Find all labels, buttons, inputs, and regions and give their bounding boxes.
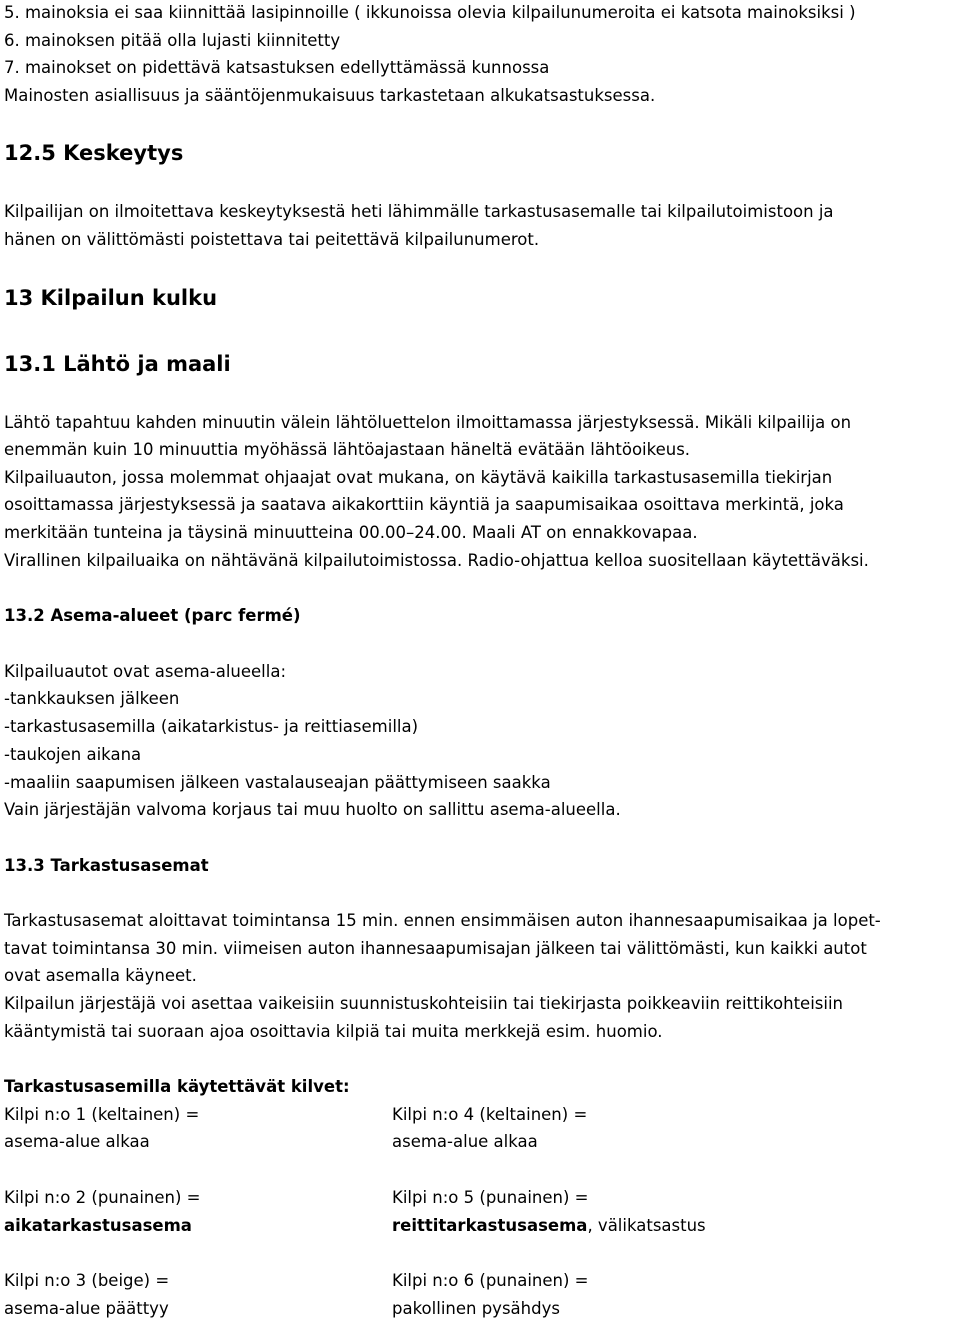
s13-3-line-4: Kilpailun järjestäjä voi asettaa vaikeisiin suunnistuskohteisiin tai tiekirjasta poikkeaviin reittikohteisiin: [4, 994, 843, 1013]
ad-rule-7: 7. mainokset on pidettävä katsastuksen edellyttämässä kunnossa: [4, 58, 550, 77]
s12-5-line-2: hänen on välittömästi poistettava tai peitettävä kilpailunumerot.: [4, 230, 540, 249]
s13-1-line-5: merkitään tunteina ja täysinä minuutteina 00.00–24.00. Maali AT on ennakkovapaa.: [4, 523, 698, 542]
sign-6-label: Kilpi n:o 6 (punainen) =: [392, 1271, 589, 1290]
sign-5-value-rest: , välikatsastus: [587, 1216, 706, 1235]
sign-2-label: Kilpi n:o 2 (punainen) =: [4, 1188, 201, 1207]
s13-1-line-1: Lähtö tapahtuu kahden minuutin välein lähtöluettelon ilmoittamassa järjestyksessä. Mikäli kilpailija on: [4, 413, 852, 432]
s13-3-line-2: tavat toimintansa 30 min. viimeisen auton ihannesaapumisajan jälkeen tai välittömästi, kun kaikki autot: [4, 939, 867, 958]
sign-4-label: Kilpi n:o 4 (keltainen) =: [392, 1105, 588, 1124]
s12-5-line-1: Kilpailijan on ilmoitettava keskeytyksestä heti lähimmälle tarkastusasemalle tai kilpailutoimistoon ja: [4, 202, 834, 221]
ad-rule-6: 6. mainoksen pitää olla lujasti kiinnitetty: [4, 31, 341, 50]
s13-1-line-4: osoittamassa järjestyksessä ja saatava aikakorttiin käyntiä ja saapumisaikaa osoittava merkintä, joka: [4, 495, 844, 514]
heading-13: 13 Kilpailun kulku: [4, 286, 218, 310]
s13-1-line-2: enemmän kuin 10 minuuttia myöhässä lähtöajastaan häneltä evätään lähtöoikeus.: [4, 440, 691, 459]
signs-heading: Tarkastusasemilla käytettävät kilvet:: [4, 1077, 350, 1096]
s13-3-line-5: kääntymistä tai suoraan ajoa osoittavia kilpiä tai muita merkkejä esim. huomio.: [4, 1022, 663, 1041]
heading-13-2: 13.2 Asema-alueet (parc fermé): [4, 606, 301, 625]
s13-2-line-6: Vain järjestäjän valvoma korjaus tai muu huolto on sallittu asema-alueella.: [4, 800, 621, 819]
sign-5-value-bold: reittitarkastusasema: [392, 1216, 588, 1235]
heading-12-5: 12.5 Keskeytys: [4, 141, 184, 165]
sign-1-value: asema-alue alkaa: [4, 1132, 150, 1151]
ad-check-note: Mainosten asiallisuus ja sääntöjenmukaisuus tarkastetaan alkukatsastuksessa.: [4, 86, 656, 105]
s13-2-line-3: -tarkastusasemilla (aikatarkistus- ja reittiasemilla): [4, 717, 419, 736]
s13-2-line-1: Kilpailuautot ovat asema-alueella:: [4, 662, 287, 681]
sign-3-value: asema-alue päättyy: [4, 1299, 169, 1318]
sign-6-value: pakollinen pysähdys: [392, 1299, 560, 1318]
s13-2-line-4: -taukojen aikana: [4, 745, 142, 764]
heading-13-1: 13.1 Lähtö ja maali: [4, 352, 231, 376]
heading-13-3: 13.3 Tarkastusasemat: [4, 856, 209, 875]
sign-2-value: aikatarkastusasema: [4, 1216, 192, 1235]
s13-2-line-2: -tankkauksen jälkeen: [4, 689, 180, 708]
s13-3-line-3: ovat asemalla käyneet.: [4, 966, 197, 985]
sign-5-label: Kilpi n:o 5 (punainen) =: [392, 1188, 589, 1207]
sign-3-label: Kilpi n:o 3 (beige) =: [4, 1271, 170, 1290]
s13-1-line-6: Virallinen kilpailuaika on nähtävänä kilpailutoimistossa. Radio-ohjattua kelloa suositellaan käytettäväksi.: [4, 551, 869, 570]
sign-4-value: asema-alue alkaa: [392, 1132, 538, 1151]
s13-3-line-1: Tarkastusasemat aloittavat toimintansa 15 min. ennen ensimmäisen auton ihannesaapumisaikaa ja lopet-: [4, 911, 881, 930]
sign-5-value: [392, 1216, 706, 1236]
sign-1-label: Kilpi n:o 1 (keltainen) =: [4, 1105, 200, 1124]
ad-rule-5: 5. mainoksia ei saa kiinnittää lasipinnoille ( ikkunoissa olevia kilpailunumeroita ei katsota mainoksiksi ): [4, 3, 856, 22]
s13-1-line-3: Kilpailuauton, jossa molemmat ohjaajat ovat mukana, on käytävä kaikilla tarkastusasemilla tiekirjan: [4, 468, 833, 487]
s13-2-line-5: -maaliin saapumisen jälkeen vastalauseajan päättymiseen saakka: [4, 773, 551, 792]
